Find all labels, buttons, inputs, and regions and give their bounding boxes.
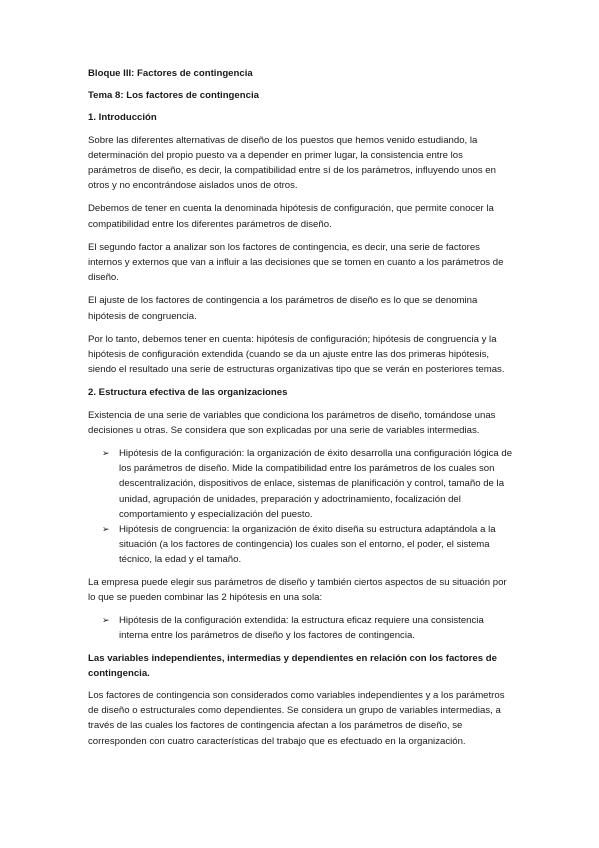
arrow-bullet-icon: ➢ [102, 615, 110, 626]
section-3-heading: Las variables independientes, intermedias y dependientes en relación con los factores de contingencia. [88, 652, 497, 679]
list-item [88, 446, 514, 522]
list-item-text: Hipótesis de congruencia: la organización de éxito diseña su estructura adaptándola a la situación (a los factores de contingencia) los cuales son el entorno, el poder, el sistema técnico, la edad y el tamaño. [119, 524, 496, 566]
block-title: Bloque III: Factores de contingencia [88, 68, 253, 79]
paragraph: Existencia de una serie de variables que condiciona los parámetros de diseño, tomándose unas decisiones u otras. Se considera que son explicadas por una serie de variables intermedias. [88, 409, 496, 436]
section-2-heading: 2. Estructura efectiva de las organizaciones [88, 387, 288, 399]
bullet-list [88, 613, 514, 643]
paragraph: Sobre las diferentes alternativas de diseño de los puestos que hemos venido estudiando, la determinación del propio puesto va a depender en primer lugar, la consistencia entre los parámetros de diseño, es decir, la compatibilidad entre sí de los parámetros, influyendo unos en otros y no encontrándose aislados unos de otros. [88, 134, 496, 192]
list-item [88, 522, 514, 568]
arrow-bullet-icon: ➢ [102, 524, 110, 535]
bullet-list [88, 446, 514, 568]
paragraph: El segundo factor a analizar son los factores de contingencia, es decir, una serie de factores internos y externos que van a influir a las decisiones que se tomen en cuanto a los parámetros de diseño. [88, 241, 504, 284]
arrow-bullet-icon: ➢ [102, 448, 110, 459]
list-item-text: Hipótesis de la configuración: la organización de éxito desarrolla una configuración lógica de los parámetros de diseño. Mide la compatibilidad entre los parámetros de los cuales son descentralización, dispositivos de enlace, sistemas de planificación y control, tamaño de la unidad, agrupación de unidades, preparación y adoctrinamiento, focalización del comportamiento y especialización del puesto. [119, 448, 513, 520]
paragraph: Los factores de contingencia son considerados como variables independientes y a los parámetros de diseño o estructurales como dependientes. Se considera un grupo de variables intermedias, a través de las cuales los factores de contingencia afectan a los parámetros de diseño, se corresponden con cuatro características del trabajo que es efectuado en la organización. [88, 689, 505, 747]
paragraph: El ajuste de los factores de contingencia a los parámetros de diseño es lo que se denomina hipótesis de congruencia. [88, 295, 478, 322]
section-1-heading: 1. Introducción [88, 112, 157, 124]
paragraph: La empresa puede elegir sus parámetros de diseño y también ciertos aspectos de su situación por lo que se pueden combinar las 2 hipótesis en una sola: [88, 576, 507, 603]
paragraph: Por lo tanto, debemos tener en cuenta: hipótesis de configuración; hipótesis de congruencia y la hipótesis de configuración extendida (cuando se da un ajuste entre las dos primeras hipótesis, siendo el resultado una serie de estructuras organizativas tipo que se verán en posteriores temas. [88, 333, 505, 376]
list-item-text: Hipótesis de la configuración extendida: la estructura eficaz requiere una consistencia interna entre los parámetros de diseño y los factores de contingencia. [119, 615, 484, 642]
topic-title: Tema 8: Los factores de contingencia [88, 90, 259, 102]
paragraph: Debemos de tener en cuenta la denominada hipótesis de configuración, que permite conocer la compatibilidad entre los diferentes parámetros de diseño. [88, 203, 494, 230]
list-item [88, 613, 514, 643]
